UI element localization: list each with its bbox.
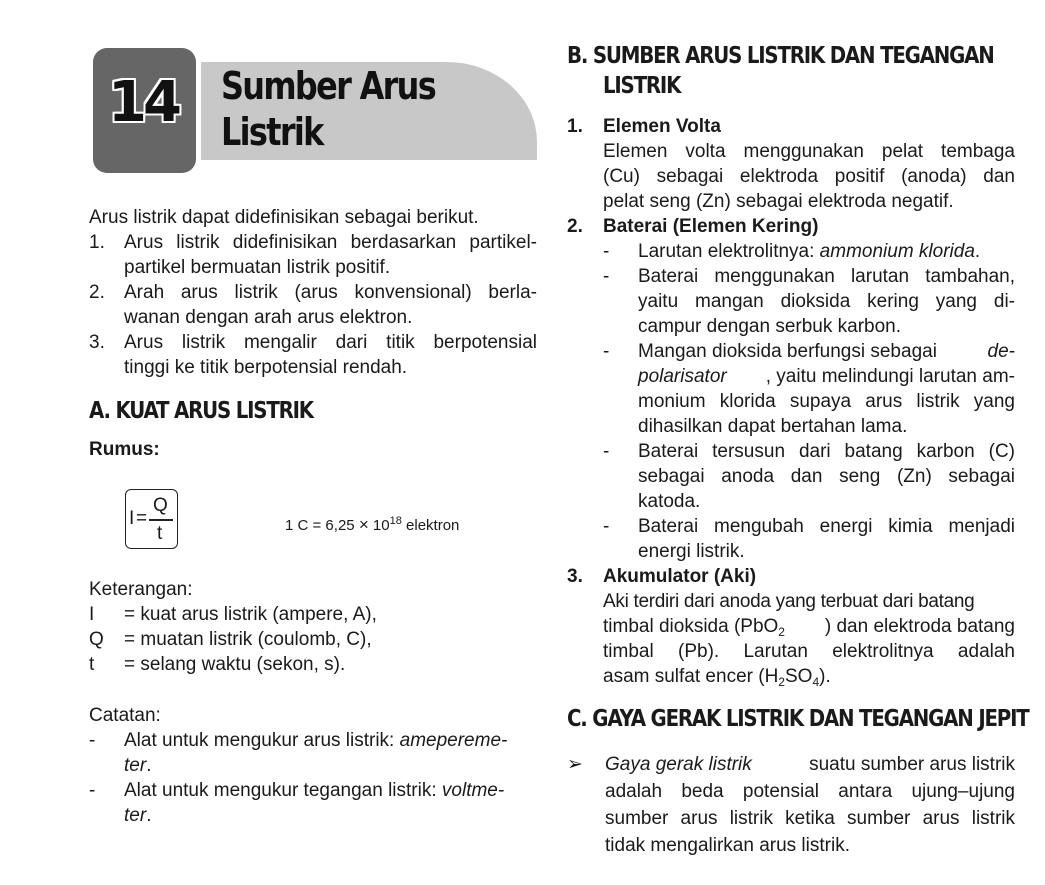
catatan-2-ital1: voltme- — [441, 780, 505, 801]
b3-line1: Aki terdiri dari anoda yang terbuat dari batang — [603, 591, 975, 612]
b2-bullet3-line4: dihasilkan dapat bertahan lama. — [638, 416, 908, 437]
b3-so-sub: 4 — [812, 675, 820, 689]
catatan-1-ital1: amepereme- — [399, 730, 508, 751]
catatan-2-end: . — [146, 805, 152, 826]
intro-item-1-line2: partikel bermuatan listrik positif. — [124, 257, 391, 278]
b3-end: ). — [819, 666, 831, 687]
b3-so: SO — [784, 666, 813, 687]
section-c-heading: C. GAYA GERAK LISTRIK DAN TEGANGAN JEPIT — [567, 706, 1029, 732]
intro-item-3-num: 3. — [89, 332, 105, 353]
intro-item-2-num: 2. — [89, 282, 105, 303]
b2-bullet2-dash: - — [603, 266, 610, 287]
chapter-title-line2: Listrik — [221, 110, 323, 154]
catatan-1-text: Alat untuk mengukur arus listrik: — [124, 730, 400, 751]
c-line1-text: suatu sumber arus listrik — [809, 754, 1015, 775]
coulomb-ten: 10 — [368, 517, 390, 534]
b2-bullet3-ital2: polarisator — [638, 366, 727, 387]
section-a-heading: A. KUAT ARUS LISTRIK — [89, 398, 313, 424]
intro-item-2-line1: Arah arus listrik (arus konvensional) berla- — [124, 282, 537, 303]
b3-line2 — [603, 614, 1015, 639]
coulomb-post: elektron — [401, 517, 460, 534]
b1-num: 1. — [567, 116, 583, 137]
b2-bullet2-line2: yaitu mangan dioksida kering yang di- — [638, 291, 1015, 312]
keterangan-desc-q: = muatan listrik (coulomb, C), — [124, 629, 372, 650]
times-sign: × — [358, 515, 369, 534]
b3-pbo-sub: 2 — [778, 625, 785, 639]
c-line3: sumber arus listrik ketika sumber arus listrik — [605, 808, 1015, 829]
formula-lhs: I — [129, 508, 135, 529]
c-line2: adalah beda potensial antara ujung–ujung — [605, 781, 1015, 802]
formula-eq: = — [136, 508, 148, 529]
catatan-2-line2 — [124, 803, 151, 828]
b1-title: Elemen Volta — [603, 116, 721, 137]
catatan-1-line1 — [124, 728, 507, 753]
b2-bullet3-line1 — [638, 339, 1015, 364]
section-b-heading-line2: LISTRIK — [603, 73, 681, 99]
keterangan-sym-t: t — [89, 654, 95, 675]
c-line4: tidak mengalirkan arus listrik. — [605, 835, 850, 856]
rumus-label: Rumus: — [89, 439, 160, 460]
arrow-bullet-icon: ➢ — [567, 754, 583, 775]
b2-bullet5-line1: Baterai mengubah energi kimia menjadi — [638, 516, 1015, 537]
b3-h: asam sulfat encer (H — [603, 666, 779, 687]
b3-h-sub: 2 — [778, 675, 785, 689]
c-line1-ital: Gaya gerak listrik — [605, 754, 752, 775]
b1-line3: pelat seng (Zn) sebagai elektroda negatif. — [603, 191, 954, 212]
keterangan-sym-i: I — [89, 604, 95, 625]
b2-bullet3-text2: , yaitu melindungi larutan am- — [765, 366, 1015, 387]
catatan-label: Catatan: — [89, 705, 161, 726]
catatan-2-ital2: ter — [124, 805, 147, 826]
b2-bullet4-line1: Baterai tersusun dari batang karbon (C) — [638, 441, 1015, 462]
b3-line2-right: ) dan elektroda batang — [824, 616, 1015, 637]
catatan-1-end: . — [146, 755, 152, 776]
b2-bullet3-ital: de- — [987, 341, 1015, 362]
keterangan-desc-t: = selang waktu (sekon, s). — [124, 654, 346, 675]
b2-bullet2-line3: campur dengan serbuk karbon. — [638, 316, 901, 337]
b2-bullet4-line3: katoda. — [638, 491, 701, 512]
intro-item-1-num: 1. — [89, 232, 105, 253]
b3-title: Akumulator (Aki) — [603, 566, 757, 587]
coulomb-pre: 1 C = 6,25 — [285, 517, 359, 534]
c-line1 — [605, 752, 1015, 777]
section-b-heading-line1: B. SUMBER ARUS LISTRIK DAN TEGANGAN — [567, 43, 994, 69]
intro-item-2-line2: wanan dengan arah arus elektron. — [124, 307, 413, 328]
keterangan-desc-i: = kuat arus listrik (ampere, A), — [124, 604, 377, 625]
b1-line2: (Cu) sebagai elektroda positif (anoda) dan — [603, 166, 1015, 187]
b2-bullet1 — [638, 239, 980, 264]
b2-bullet2-line1: Baterai menggunakan larutan tambahan, — [638, 266, 1015, 287]
b2-bullet4-dash: - — [603, 441, 610, 462]
b2-bullet3-dash: - — [603, 341, 610, 362]
b2-bullet1-end: . — [974, 241, 981, 262]
keterangan-sym-q: Q — [89, 629, 104, 650]
b3-line2-left — [603, 614, 785, 639]
b2-bullet1-ital: ammonium klorida — [819, 241, 975, 262]
chapter-title-line1: Sumber Arus — [221, 64, 436, 108]
intro-item-3-line2: tinggi ke titik berpotensial rendah. — [124, 357, 408, 378]
b1-line1: Elemen volta menggunakan pelat tembaga — [603, 141, 1015, 162]
catatan-1-dash: - — [89, 730, 96, 751]
catatan-1-ital2: ter — [124, 755, 147, 776]
chapter-number: 14 — [108, 70, 178, 135]
b2-bullet5-line2: energi listrik. — [638, 541, 745, 562]
intro-item-1-line1: Arus listrik didefinisikan berdasarkan partikel- — [124, 232, 537, 253]
b2-bullet1-text: Larutan elektrolitnya: — [638, 241, 820, 262]
b3-num: 3. — [567, 566, 583, 587]
b2-num: 2. — [567, 216, 583, 237]
b2-bullet5-dash: - — [603, 516, 610, 537]
b2-bullet3-line2 — [638, 364, 1015, 389]
intro-lead: Arus listrik dapat didefinisikan sebagai berikut. — [89, 207, 479, 228]
coulomb-equation — [285, 515, 459, 536]
b2-bullet1-dash: - — [603, 241, 610, 262]
formula-box — [125, 489, 178, 549]
b2-title: Baterai (Elemen Kering) — [603, 216, 819, 237]
b3-pbo: timbal dioksida (PbO — [603, 616, 779, 637]
b3-line3: timbal (Pb). Larutan elektrolitnya adalah — [603, 641, 1015, 662]
b2-bullet3-line3: monium klorida supaya arus listrik yang — [638, 391, 1015, 412]
b2-bullet4-line2: sebagai anoda dan seng (Zn) sebagai — [638, 466, 1015, 487]
catatan-1-line2 — [124, 753, 151, 778]
b3-line4 — [603, 664, 831, 689]
intro-item-3-line1: Arus listrik mengalir dari titik berpotensial — [124, 332, 537, 353]
formula-numerator: Q — [153, 495, 168, 516]
formula-denominator: t — [157, 523, 163, 544]
b2-bullet3-text: Mangan dioksida berfungsi sebagai — [638, 341, 937, 362]
coulomb-exponent: 18 — [389, 515, 402, 527]
keterangan-label: Keterangan: — [89, 579, 193, 600]
catatan-2-line1 — [124, 778, 504, 803]
catatan-2-dash: - — [89, 780, 96, 801]
catatan-2-text: Alat untuk mengukur tegangan listrik: — [124, 780, 442, 801]
